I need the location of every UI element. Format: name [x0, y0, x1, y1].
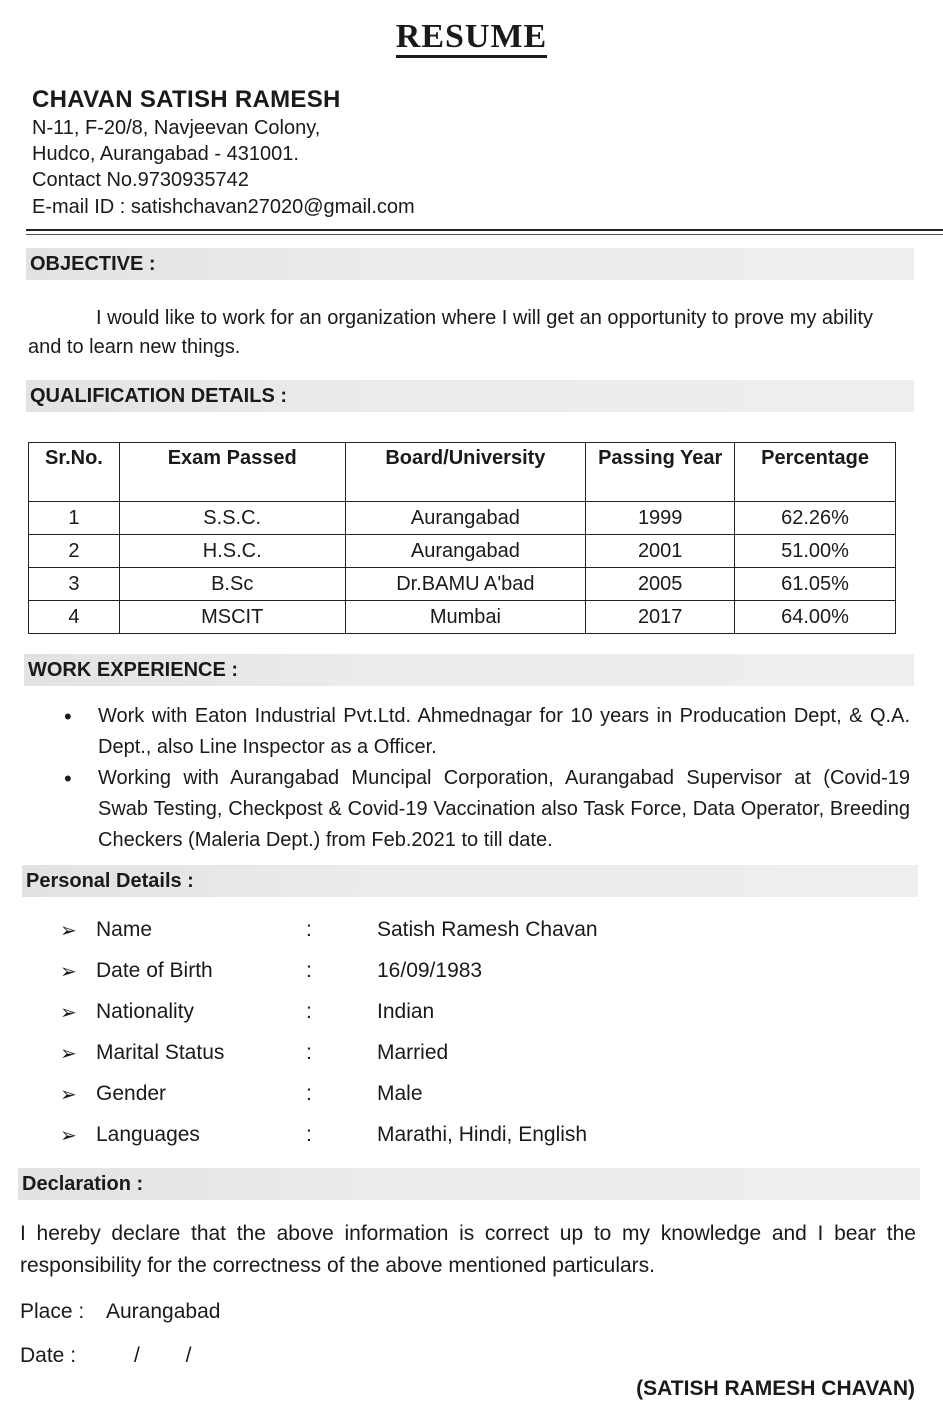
- bullet-icon: •: [64, 704, 72, 729]
- declaration-heading: Declaration :: [18, 1168, 920, 1200]
- arrow-bullet-icon: ➢: [60, 1084, 77, 1106]
- detail-value: Married: [377, 1041, 449, 1064]
- candidate-name: CHAVAN SATISH RAMESH: [32, 86, 341, 113]
- table-row: [29, 568, 896, 601]
- table-cell: Mumbai: [345, 601, 586, 634]
- place-value: Aurangabad: [106, 1300, 221, 1323]
- separator: :: [306, 1123, 312, 1146]
- table-cell: 3: [29, 568, 120, 601]
- objective-text: I would like to work for an organization where I will get an opportunity to prove my ability and to learn new things.: [28, 307, 874, 358]
- detail-label: Marital Status: [96, 1041, 225, 1064]
- date-value: / /: [134, 1344, 192, 1367]
- table-cell: 62.26%: [735, 502, 896, 535]
- arrow-bullet-icon: ➢: [60, 1043, 77, 1065]
- separator: :: [306, 1000, 312, 1023]
- table-cell: S.S.C.: [119, 502, 345, 535]
- work-experience-heading: WORK EXPERIENCE :: [24, 654, 914, 686]
- arrow-bullet-icon: ➢: [60, 920, 77, 942]
- detail-value: Indian: [377, 1000, 435, 1023]
- detail-label: Gender: [96, 1082, 167, 1105]
- separator: :: [306, 1041, 312, 1064]
- work-item-text: Work with Eaton Industrial Pvt.Ltd. Ahmednagar for 10 years in Producation Dept, & Q.A. Dept., also Line Inspector as a Officer.: [98, 705, 910, 758]
- table-cell: Aurangabad: [345, 502, 586, 535]
- objective-heading: OBJECTIVE :: [26, 248, 914, 280]
- contact-number: Contact No.9730935742: [32, 169, 249, 191]
- detail-value: 16/09/1983: [377, 959, 483, 982]
- table-cell: Dr.BAMU A'bad: [345, 568, 586, 601]
- table-cell: 64.00%: [735, 601, 896, 634]
- table-cell: 2017: [586, 601, 735, 634]
- address-line-2: Hudco, Aurangabad - 431001.: [32, 143, 299, 165]
- table-cell: 4: [29, 601, 120, 634]
- table-cell: Aurangabad: [345, 535, 586, 568]
- date-label: Date :: [20, 1344, 77, 1367]
- qualification-table: [28, 442, 896, 634]
- personal-details-heading: Personal Details :: [22, 865, 918, 897]
- detail-label: Date of Birth: [96, 959, 213, 982]
- detail-value: Marathi, Hindi, English: [377, 1123, 588, 1146]
- detail-value: Male: [377, 1082, 423, 1105]
- detail-label: Languages: [96, 1123, 200, 1146]
- arrow-bullet-icon: ➢: [60, 961, 77, 983]
- table-cell: 2: [29, 535, 120, 568]
- column-header: Exam Passed: [119, 443, 345, 502]
- table-cell: H.S.C.: [119, 535, 345, 568]
- table-row: [29, 535, 896, 568]
- email: E-mail ID : satishchavan27020@gmail.com: [32, 196, 415, 218]
- column-header: Board/University: [345, 443, 586, 502]
- arrow-bullet-icon: ➢: [60, 1002, 77, 1024]
- separator: :: [306, 918, 312, 941]
- table-cell: 1: [29, 502, 120, 535]
- bullet-icon: •: [64, 766, 72, 791]
- address-line-1: N-11, F-20/8, Navjeevan Colony,: [32, 117, 321, 139]
- detail-label: Name: [96, 918, 153, 941]
- work-item-text: Working with Aurangabad Muncipal Corporation, Aurangabad Supervisor at (Covid-19 Swab Testing, Checkpost & Covid-19 Vaccination also Task Force, Data Operator, Breeding Checkers (Maleria Dept.) from Feb.2021 to till date.: [98, 767, 910, 851]
- signature: (SATISH RAMESH CHAVAN): [636, 1377, 915, 1400]
- detail-label: Nationality: [96, 1000, 195, 1023]
- header-divider-thin: [26, 234, 943, 235]
- table-cell: MSCIT: [119, 601, 345, 634]
- table-cell: 2005: [586, 568, 735, 601]
- table-cell: 61.05%: [735, 568, 896, 601]
- column-header: Percentage: [735, 443, 896, 502]
- arrow-bullet-icon: ➢: [60, 1125, 77, 1147]
- header-divider: [26, 229, 943, 231]
- detail-value: Satish Ramesh Chavan: [377, 918, 598, 941]
- table-row: [29, 502, 896, 535]
- column-header: Sr.No.: [29, 443, 120, 502]
- table-cell: B.Sc: [119, 568, 345, 601]
- separator: :: [306, 1082, 312, 1105]
- qualification-heading: QUALIFICATION DETAILS :: [26, 380, 914, 412]
- table-cell: 1999: [586, 502, 735, 535]
- table-cell: 51.00%: [735, 535, 896, 568]
- column-header: Passing Year: [586, 443, 735, 502]
- table-header-row: [29, 443, 896, 502]
- table-row: [29, 601, 896, 634]
- resume-title: RESUME: [0, 18, 943, 56]
- separator: :: [306, 959, 312, 982]
- table-cell: 2001: [586, 535, 735, 568]
- place-label: Place :: [20, 1300, 85, 1323]
- declaration-text: I hereby declare that the above information is correct up to my knowledge and I bear the responsibility for the correctness of the above mentioned particulars.: [20, 1222, 916, 1277]
